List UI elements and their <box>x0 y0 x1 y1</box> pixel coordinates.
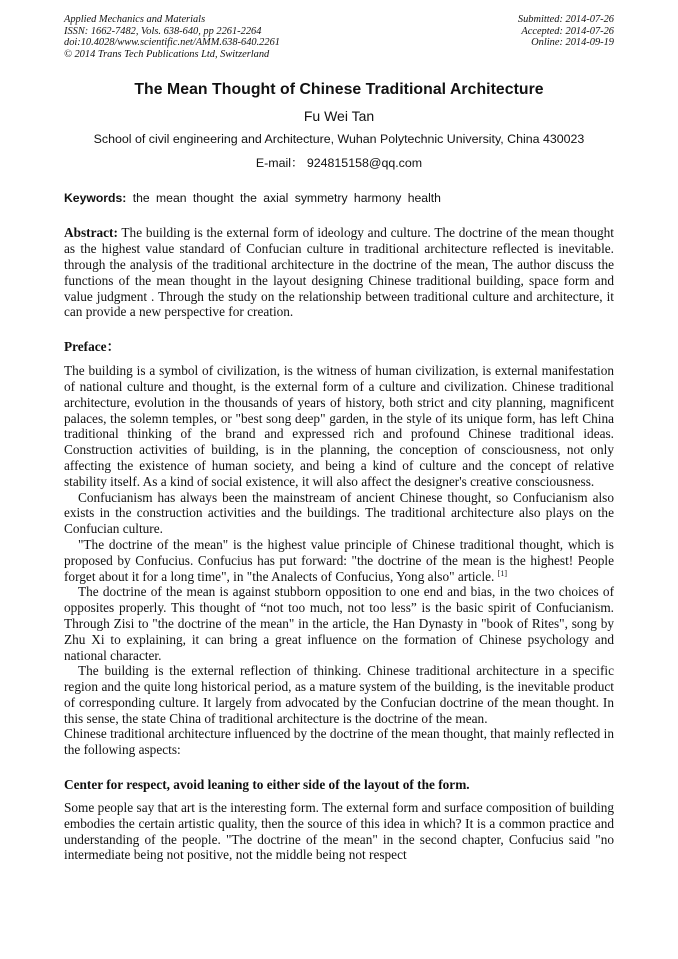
journal-header <box>64 14 614 60</box>
keywords-text: the mean thought the axial symmetry harmony health <box>132 191 441 206</box>
paper-title: The Mean Thought of Chinese Traditional Architecture <box>134 81 544 99</box>
submitted-date: Submitted: 2014-07-26 <box>517 14 614 25</box>
abstract <box>64 225 614 320</box>
issn-line: ISSN: 1662-7482, Vols. 638-640, pp 2261-2264 <box>64 25 262 37</box>
section-1-paragraph-1: Some people say that art is the interesting form. The external form and surface composition of building embodies the certain artistic quality, then the source of this idea in which? It is a common practice and understanding of the people. "The doctrine of the mean" in the second chapter, Confucius said "no intermediate being not positive, not the middle being not respect <box>64 800 614 863</box>
author-email: E-mail： 924815158@qq.com <box>255 156 423 171</box>
preface-paragraph-3 <box>64 537 614 584</box>
keywords-label: Keywords: <box>64 191 127 206</box>
author-name: Fu Wei Tan <box>303 108 375 125</box>
author-affiliation: School of civil engineering and Architecture, Wuhan Polytechnic University, China 430023 <box>93 132 585 147</box>
preface-paragraph-3-text: "The doctrine of the mean" is the highest value principle of Chinese traditional thought, which is proposed by Confucius. Confucius has put forward: "the doctrine of the mean is the highest! People forget about it for a long time", in "the Analects of Confucius, Yong also" article. <box>64 536 614 584</box>
citation-ref: [1] <box>497 568 508 578</box>
journal-name: Applied Mechanics and Materials <box>64 14 206 25</box>
online-date: Online: 2014-09-19 <box>531 37 614 49</box>
copyright-line: © 2014 Trans Tech Publications Ltd, Switzerland <box>64 48 270 60</box>
preface-paragraph-6: Chinese traditional architecture influenced by the doctrine of the mean thought, that mainly reflected in the following aspects: <box>64 726 614 758</box>
preface-paragraph-5: The building is the external reflection of thinking. Chinese traditional architecture in a specific region and the quite long historical period, as a mature system of the building, is the inevitable product of corresponding culture. It largely from advocated by the Confucian doctrine of the mean thought. In this sense, the state China of traditional architecture is the doctrine of the mean. <box>64 663 614 726</box>
keywords <box>64 191 614 205</box>
journal-info <box>64 14 280 60</box>
section-1-heading: Center for respect, avoid leaning to either side of the layout of the form. <box>64 777 470 793</box>
accepted-date: Accepted: 2014-07-26 <box>521 25 614 37</box>
doi-line: doi:10.4028/www.scientific.net/AMM.638-640.2261 <box>64 37 280 49</box>
abstract-text: The building is the external form of ideology and culture. The doctrine of the mean thought as the highest value standard of Confucian culture in traditional architecture reflected is inevitable. through the analysis of the traditional architecture in the doctrine of the mean, The author discuss the functions of the mean thought in the layout designing Chinese traditional building, space form and value judgment . Through the study on the relationship between traditional culture and architecture, it can provide a new perspective for creation. <box>64 225 614 320</box>
abstract-label: Abstract: <box>64 225 118 241</box>
preface-paragraph-4: The doctrine of the mean is against stubborn opposition to one end and bias, in the two choices of opposites properly. This thought of “not too much, not too less” is the basic spirit of Confucianism. Through Zisi to "the doctrine of the mean" in the article, the Han Dynasty in "book of Rites", song by Zhu Xi to explaining, it can bring a great influence on the formation of Chinese psychology and national character. <box>64 584 614 663</box>
preface-heading: Preface： <box>64 339 120 355</box>
publication-dates <box>518 14 614 60</box>
preface-paragraph-1: The building is a symbol of civilization, is the witness of human civilization, is external manifestation of national culture and thought, is the external form of a culture and civilization. Chinese traditional architecture, evolution in the thousands of years of history, both strict and city planning, magnificent palaces, the solemn temples, or "best song deep" garden, in the style of its unique form, has left China traditional thinking of the brand and expressed rich and profound Chinese traditional ideas. Construction activities of building, is in the planning, the conception of consciousness, not only affecting the existence of human society, and being a kind of culture and the concept of relative stability itself. As a kind of social existence, it will also affect the designer's creative consciousness. <box>64 363 614 489</box>
preface-paragraph-2: Confucianism has always been the mainstream of ancient Chinese thought, so Confucianism also exists in the construction activities and the buildings. The traditional architecture also plays on the Confucian culture. <box>64 489 614 537</box>
